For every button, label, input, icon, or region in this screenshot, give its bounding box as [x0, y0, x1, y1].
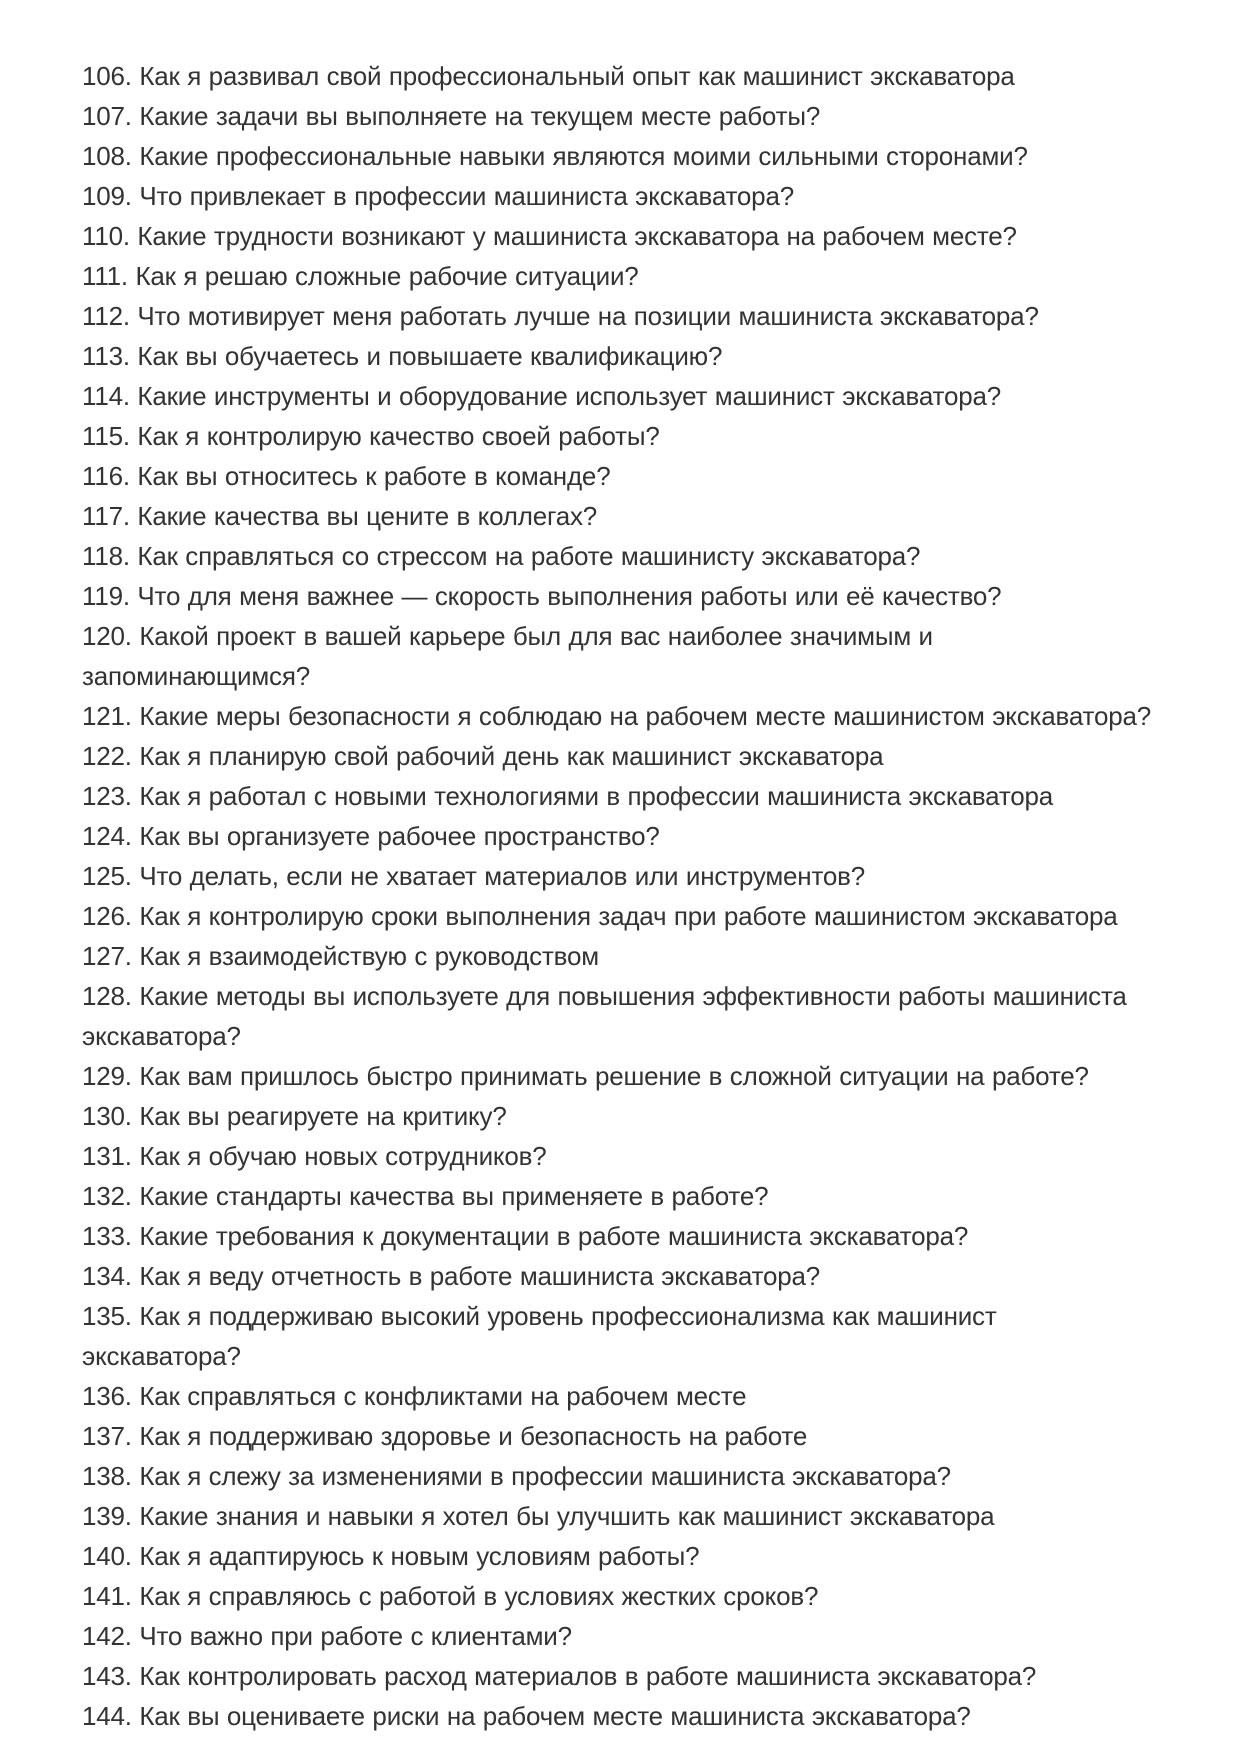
list-item: 125. Что делать, если не хватает материалов или инструментов? — [82, 861, 866, 891]
list-item: 144. Как вы оцениваете риски на рабочем месте машиниста экскаватора? — [82, 1701, 971, 1731]
list-item: 141. Как я справляюсь с работой в условиях жестких сроков? — [82, 1581, 819, 1611]
list-item: 130. Как вы реагируете на критику? — [82, 1101, 507, 1131]
list-item: 132. Какие стандарты качества вы применяете в работе? — [82, 1181, 769, 1211]
list-item: 138. Как я слежу за изменениями в профессии машиниста экскаватора? — [82, 1461, 951, 1491]
list-item: 114. Какие инструменты и оборудование использует машинист экскаватора? — [82, 381, 1002, 411]
list-item: 115. Как я контролирую качество своей работы? — [82, 421, 660, 451]
list-item: 109. Что привлекает в профессии машиниста экскаватора? — [82, 181, 794, 211]
list-item: 133. Какие требования к документации в работе машиниста экскаватора? — [82, 1221, 969, 1251]
list-item: 127. Как я взаимодействую с руководством — [82, 941, 599, 971]
list-item: 134. Как я веду отчетность в работе машиниста экскаватора? — [82, 1261, 821, 1291]
list-item: 108. Какие профессиональные навыки являются моими сильными сторонами? — [82, 141, 1028, 171]
list-item: 120. Какой проект в вашей карьере был для вас наиболее значимым и запоминающимся? — [82, 621, 933, 691]
list-item: 112. Что мотивирует меня работать лучше на позиции машиниста экскаватора? — [82, 301, 1039, 331]
list-item: 129. Как вам пришлось быстро принимать решение в сложной ситуации на работе? — [82, 1061, 1089, 1091]
list-item: 122. Как я планирую свой рабочий день как машинист экскаватора — [82, 741, 884, 771]
list-item: 119. Что для меня важнее — скорость выполнения работы или её качество? — [82, 581, 1002, 611]
list-item: 137. Как я поддерживаю здоровье и безопасность на работе — [82, 1421, 808, 1451]
list-item: 117. Какие качества вы цените в коллегах? — [82, 501, 598, 531]
list-item: 123. Как я работал с новыми технологиями в профессии машиниста экскаватора — [82, 781, 1054, 811]
list-item: 113. Как вы обучаетесь и повышаете квалификацию? — [82, 341, 723, 371]
list-item: 111. Как я решаю сложные рабочие ситуации? — [82, 261, 639, 291]
list-item: 136. Как справляться с конфликтами на рабочем месте — [82, 1381, 747, 1411]
list-item: 118. Как справляться со стрессом на работе машинисту экскаватора? — [82, 541, 921, 571]
list-item: 128. Какие методы вы используете для повышения эффективности работы машиниста экскаватора? — [82, 981, 1127, 1051]
list-item: 121. Какие меры безопасности я соблюдаю на рабочем месте машинистом экскаватора? — [82, 701, 1152, 731]
list-item: 143. Как контролировать расход материалов в работе машиниста экскаватора? — [82, 1661, 1037, 1691]
list-item: 124. Как вы организуете рабочее пространство? — [82, 821, 660, 851]
list-item: 131. Как я обучаю новых сотрудников? — [82, 1141, 547, 1171]
list-item: 110. Какие трудности возникают у машиниста экскаватора на рабочем месте? — [82, 221, 1017, 251]
list-item: 107. Какие задачи вы выполняете на текущем месте работы? — [82, 101, 821, 131]
list-item: 140. Как я адаптируюсь к новым условиям работы? — [82, 1541, 700, 1571]
list-item: 106. Как я развивал свой профессиональный опыт как машинист экскаватора — [82, 61, 1015, 91]
list-item: 139. Какие знания и навыки я хотел бы улучшить как машинист экскаватора — [82, 1501, 995, 1531]
list-item: 116. Как вы относитесь к работе в команде? — [82, 461, 611, 491]
list-item: 135. Как я поддерживаю высокий уровень профессионализма как машинист экскаватора? — [82, 1301, 997, 1371]
list-item: 142. Что важно при работе с клиентами? — [82, 1621, 572, 1651]
list-item: 126. Как я контролирую сроки выполнения задач при работе машинистом экскаватора — [82, 901, 1118, 931]
